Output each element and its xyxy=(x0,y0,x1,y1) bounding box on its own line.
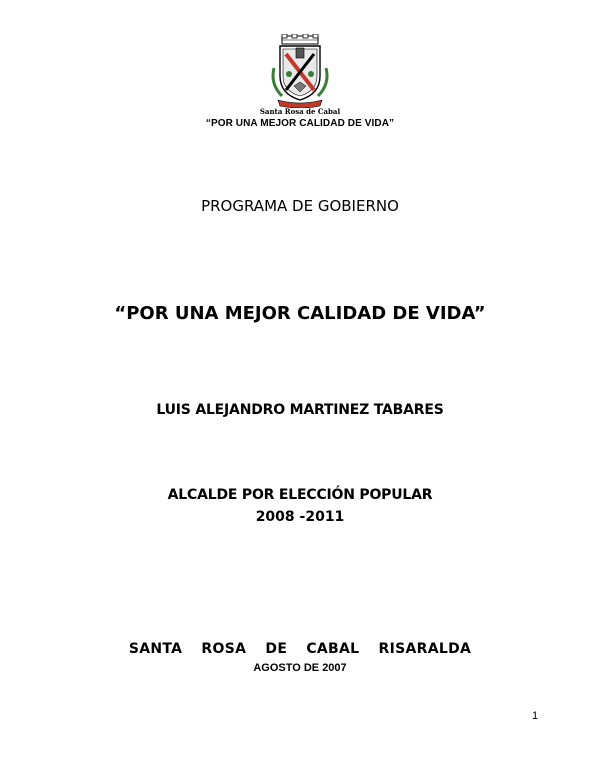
document-date: AGOSTO DE 2007 xyxy=(253,662,347,674)
crest-caption: Santa Rosa de Cabal xyxy=(259,107,341,116)
candidate-role: ALCALDE POR ELECCIÓN POPULAR xyxy=(167,487,433,503)
program-title: PROGRAMA DE GOBIERNO xyxy=(201,197,399,215)
header-motto: “POR UNA MEJOR CALIDAD DE VIDA” xyxy=(205,118,395,129)
coat-of-arms-icon xyxy=(268,34,332,108)
term-period: 2008 -2011 xyxy=(255,509,345,525)
candidate-name: LUIS ALEJANDRO MARTINEZ TABARES xyxy=(156,402,444,418)
page-number: 1 xyxy=(532,710,539,722)
place-name: SANTA ROSA DE CABAL RISARALDA xyxy=(128,641,472,657)
document-motto: “POR UNA MEJOR CALIDAD DE VIDA” xyxy=(114,303,486,324)
